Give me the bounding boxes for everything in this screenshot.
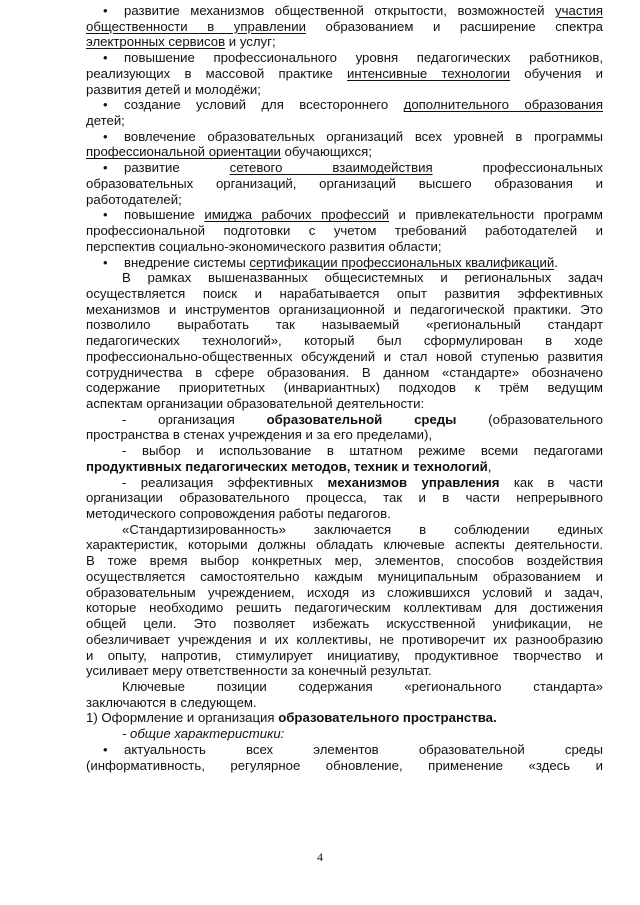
line-text [86, 585, 603, 601]
text-run: - реализация эффективных [122, 474, 328, 490]
bullet-line [0, 129, 640, 145]
text-line [0, 679, 640, 695]
bullet-marker: • [103, 207, 108, 223]
underlined-term: электронных сервисов [86, 34, 226, 50]
bullet-line [0, 255, 640, 271]
line-text [124, 742, 603, 758]
text-line [0, 695, 640, 711]
line-text [122, 679, 603, 695]
bullet-marker: • [103, 50, 108, 66]
line-text [86, 663, 432, 679]
text-line [0, 443, 640, 459]
text-line [0, 663, 640, 679]
text-run: - выбор и использование в штатном режиме всеми педагогами [122, 443, 603, 459]
text-line [0, 490, 640, 506]
text-run: образовательных организаций, организаций высшего образования и [86, 175, 603, 191]
text-run: развитие [124, 160, 230, 176]
text-run: создание условий для всестороннего [124, 97, 404, 113]
text-line [0, 459, 640, 475]
text-line [0, 726, 640, 742]
text-line [0, 710, 640, 726]
bullet-marker: • [103, 97, 108, 113]
line-text [86, 758, 603, 774]
text-run: вовлечение образовательных организаций всех уровней в программы [124, 128, 603, 144]
text-line [0, 365, 640, 381]
text-line [0, 34, 640, 50]
line-text [86, 365, 603, 381]
bullet-marker: • [103, 160, 108, 176]
bold-term: механизмов управления [327, 474, 500, 490]
text-line [0, 192, 640, 208]
bullet-marker: • [103, 3, 108, 18]
line-text [86, 459, 491, 475]
line-text [86, 553, 603, 569]
text-run: повышение [124, 207, 205, 223]
line-text [86, 239, 442, 255]
text-run: содержание приоритетных (инвариантных) подходов к трём ведущим [86, 380, 603, 396]
text-run: механизмов и инструментов организационной и педагогической практики. Это [86, 301, 603, 317]
text-run: осуществляется самостоятельно каждым муниципальным образованием и [86, 568, 603, 584]
text-run: развития детей и молодёжи; [86, 81, 261, 97]
line-text [86, 600, 603, 616]
text-line [0, 317, 640, 333]
text-run: В рамках вышеназванных общесистемных и региональных задач [122, 270, 603, 286]
line-text [122, 726, 284, 742]
text-run: образованием и расширение спектра [305, 18, 603, 34]
text-run: развитие механизмов общественной открытости, возможностей [124, 3, 556, 18]
text-line [0, 144, 640, 160]
text-run: обучающихся; [280, 144, 372, 160]
text-line [0, 223, 640, 239]
text-run: В тоже время выбор конкретных мер, элементов, способов воздействия [86, 553, 603, 569]
underlined-term: общественности в управлении [86, 18, 306, 34]
underlined-term: сетевого взаимодействия [229, 160, 433, 176]
text-line [0, 616, 640, 632]
text-line [0, 66, 640, 82]
text-run: работодателей; [86, 191, 182, 207]
bullet-marker: • [103, 128, 108, 144]
line-text [122, 412, 603, 428]
bullet-line [0, 3, 640, 19]
line-text [86, 302, 603, 318]
bullet-line [0, 160, 640, 176]
text-line [0, 380, 640, 396]
line-text [124, 50, 603, 66]
line-text [86, 82, 261, 98]
bullet-line [0, 207, 640, 223]
text-run: и услуг; [225, 34, 276, 50]
line-text [124, 207, 603, 223]
text-line [0, 648, 640, 664]
line-text [86, 349, 603, 365]
text-line [0, 427, 640, 443]
underlined-term: участия [555, 3, 603, 18]
text-run: методического сопровождения работы педагогов. [86, 506, 391, 522]
line-text [122, 522, 603, 538]
line-text [86, 616, 603, 632]
bold-term: продуктивных педагогических методов, техник и технологий [86, 458, 488, 474]
text-run: (образовательного [456, 411, 603, 427]
line-text [124, 160, 603, 176]
text-run: образовательным учреждением, исходя из сложившихся условий и задач, [86, 584, 603, 600]
text-run: профессионально-общественных обсуждений и стал новой ступенью развития [86, 348, 603, 364]
text-run: - организация [122, 411, 267, 427]
line-text [86, 192, 182, 208]
text-line [0, 475, 640, 491]
line-text [86, 317, 603, 333]
bullet-line [0, 97, 640, 113]
line-text [86, 648, 603, 664]
line-text [86, 333, 603, 349]
text-line [0, 506, 640, 522]
text-run: повышение профессионального уровня педагогических работников, [124, 50, 603, 66]
text-run: внедрение системы [124, 254, 250, 270]
text-line [0, 632, 640, 648]
text-run: усиливает меру ответственности за конечный результат. [86, 663, 432, 679]
underlined-term: дополнительного образования [403, 97, 603, 113]
line-text [124, 255, 558, 271]
bullet-line [0, 50, 640, 66]
text-run: 1) Оформление и организация [86, 710, 279, 726]
line-text [124, 129, 603, 145]
text-run: . [554, 254, 558, 270]
line-text [86, 569, 603, 585]
text-run: педагогических технологий», который был сформулирован в ходе [86, 333, 603, 349]
bold-term: образовательной среды [266, 411, 457, 427]
line-text [124, 3, 603, 19]
line-text [86, 144, 372, 160]
text-run: обезличивает учреждения и их коллективы, не противоречит их разнообразию [86, 631, 603, 647]
text-run: сотрудничества в сфере образования. В данном «стандарте» обозначено [86, 364, 603, 380]
text-run: реализующих в массовой практике [86, 65, 348, 81]
underlined-term: профессиональной ориентации [86, 144, 281, 160]
text-line [0, 176, 640, 192]
text-run: аспектам организации образовательной деятельности: [86, 396, 425, 411]
text-run: и привлекательности программ [389, 207, 603, 223]
text-line [0, 585, 640, 601]
text-line [0, 537, 640, 553]
bullet-line [0, 742, 640, 758]
text-run: обучения и [510, 65, 603, 81]
text-run: общей цели. Это позволяет избежать искусственной унификации, не [86, 616, 603, 632]
text-run: детей; [86, 113, 125, 129]
text-run: организации образовательного процесса, так и в части непрерывного [86, 490, 603, 506]
text-run: (информативность, регулярное обновление, применение «здесь и [86, 757, 603, 773]
text-run: профессиональных [432, 160, 603, 176]
line-text [86, 695, 257, 711]
underlined-term: интенсивные технологии [347, 65, 511, 81]
text-run: перспектив социально-экономического развития области; [86, 238, 442, 254]
text-run: осуществляется поиск и нарабатывается опыт развития эффективных [86, 285, 603, 301]
text-line [0, 412, 640, 428]
text-run: актуальность всех элементов образовательной среды [124, 741, 603, 757]
text-line [0, 396, 640, 412]
text-run: «Стандартизированность» заключается в соблюдении единых [122, 521, 603, 537]
bullet-marker: • [103, 254, 108, 270]
text-run: пространства в стенах учреждения и за его пределами), [86, 427, 433, 443]
line-text [122, 475, 603, 491]
bold-term: образовательного пространства. [278, 710, 497, 726]
text-run: , [487, 458, 492, 474]
line-text [86, 34, 276, 50]
text-line [0, 286, 640, 302]
line-text [86, 113, 125, 129]
text-run: позволило выработать так называемый «региональный стандарт [86, 317, 603, 333]
text-line [0, 349, 640, 365]
text-line [0, 600, 640, 616]
line-text [86, 490, 603, 506]
line-text [122, 443, 603, 459]
line-text [86, 710, 497, 726]
text-line [0, 758, 640, 774]
line-text [86, 19, 603, 35]
text-run: как в части [499, 474, 603, 490]
underlined-term: сертификации профессиональных квалификаций [249, 254, 555, 270]
line-text [86, 66, 603, 82]
line-text [86, 396, 424, 412]
line-text [86, 506, 391, 522]
text-line [0, 569, 640, 585]
text-run: характеристик, которыми должны обладать ключевые аспекты деятельности. [86, 537, 603, 553]
text-line [0, 522, 640, 538]
line-text [86, 380, 603, 396]
line-text [86, 286, 603, 302]
text-line [0, 82, 640, 98]
page-number: 4 [317, 850, 323, 864]
text-run: профессиональной подготовки с учетом требований работодателей и [86, 223, 603, 239]
bullet-marker: • [103, 741, 108, 757]
line-text [86, 176, 603, 192]
line-text [122, 270, 603, 286]
underlined-term: имиджа рабочих профессий [204, 207, 390, 223]
italic-text: - общие характеристики: [122, 726, 285, 742]
text-line [0, 553, 640, 569]
text-line [0, 302, 640, 318]
text-line [0, 270, 640, 286]
text-run: и опыту, напротив, стимулирует инициативу, продуктивное творчество и [86, 647, 603, 663]
text-line [0, 113, 640, 129]
line-text [86, 632, 603, 648]
text-line [0, 333, 640, 349]
line-text [86, 537, 603, 553]
text-run: Ключевые позиции содержания «регионального стандарта» [122, 678, 603, 694]
text-run: заключаются в следующем. [86, 694, 257, 710]
line-text [86, 223, 603, 239]
text-run: которые необходимо решить педагогическим коллективам для достижения [86, 600, 603, 616]
text-line [0, 239, 640, 255]
text-line [0, 19, 640, 35]
line-text [124, 97, 603, 113]
line-text [86, 427, 432, 443]
